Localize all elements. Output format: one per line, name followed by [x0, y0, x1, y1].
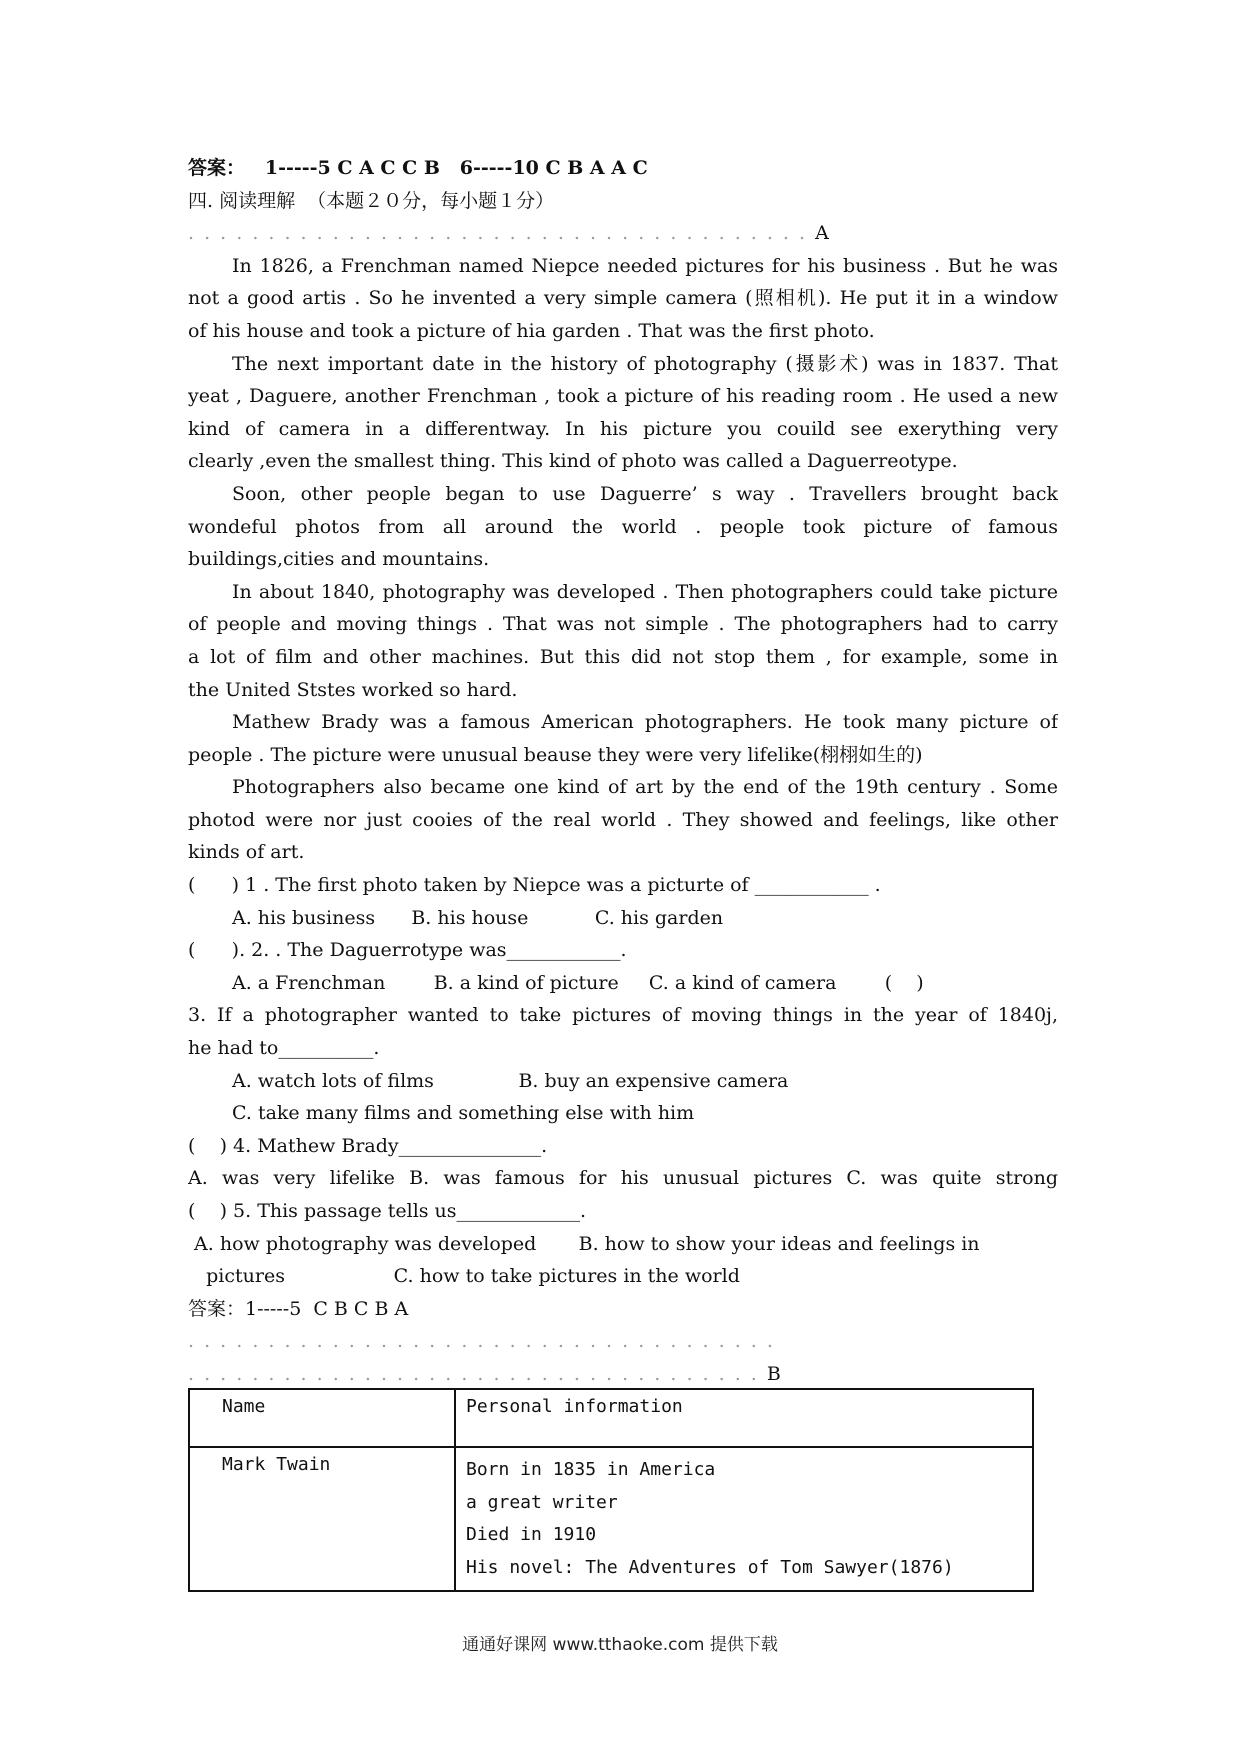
passage-b-label: B	[766, 1362, 781, 1385]
passage-line: In about 1840, photography was developed . Then photographers could take picture	[232, 580, 1058, 603]
info-line: Died in 1910	[466, 1524, 597, 1546]
leader-dots: . . . . . . . . . . . . . . . . . . . . . . . . . . . . . . . . . . . . . . .	[188, 222, 816, 245]
passage-line: The next important date in the history of photography (摄影术) was in 1837. That	[232, 352, 1058, 375]
question-4-options: A. was very lifelike B. was famous for his unusual pictures C. was quite strong	[188, 1167, 1058, 1190]
question-1: ( ) 1 . The first photo taken by Niepce was a picturte of ____________ .	[188, 874, 881, 897]
passage-line: In 1826, a Frenchman named Niepce needed pictures for his business . But he was	[232, 254, 1058, 277]
question-3-cont: he had to__________.	[188, 1037, 380, 1060]
info-line: a great writer	[466, 1491, 618, 1513]
question-4: ( ) 4. Mathew Brady_______________.	[188, 1134, 548, 1157]
question-3: 3. If a photographer wanted to take pictures of moving things in the year of 1840j,	[188, 1004, 1058, 1027]
passage-line: Mathew Brady was a famous American photographers. He took many picture of	[232, 711, 1058, 734]
passage-line: of people and moving things . That was not simple . The photographers had to carry	[188, 613, 1058, 636]
passage-line: people . The picture were unusual beause they were very lifelike(栩栩如生的)	[188, 743, 923, 766]
passage-line: the United Ststes worked so hard.	[188, 678, 518, 701]
passage-line: clearly ,even the smallest thing. This kind of photo was called a Daguerreotype.	[188, 450, 958, 473]
answers-a: 答案：1-----5 C B C B A	[188, 1297, 409, 1320]
table-cell-name: Mark Twain	[189, 1447, 455, 1591]
passage-line: buildings,cities and mountains.	[188, 548, 490, 571]
passage-line: not a good artis . So he invented a very simple camera (照相机). He put it in a window	[188, 287, 1058, 310]
question-3-options: A. watch lots of films B. buy an expensive camera	[232, 1069, 789, 1092]
passage-line: kinds of art.	[188, 841, 305, 864]
question-1-options: A. his business B. his house C. his garden	[232, 906, 724, 929]
passage-line: of his house and took a picture of hia garden . That was the first photo.	[188, 319, 875, 342]
passage-line: kind of camera in a differentway. In his picture you couild see exerything very	[188, 417, 1058, 440]
section-heading: 四. 阅读理解 （本题２０分，每小题１分）	[188, 189, 555, 212]
question-5: ( ) 5. This passage tells us_____________.	[188, 1200, 587, 1222]
passage-line: a lot of film and other machines. But this did not stop them , for example, some in	[188, 645, 1058, 668]
info-line: Born in 1835 in America	[466, 1459, 716, 1480]
table-header-name: Name	[189, 1389, 455, 1447]
passage-b-label-row	[188, 1358, 1058, 1391]
passage-line: Soon, other people began to use Daguerre’ s way . Travellers brought back	[232, 482, 1058, 505]
table-header-info: Personal information	[455, 1389, 1033, 1447]
question-5-options: A. how photography was developed B. how to show your ideas and feelings in	[188, 1232, 980, 1255]
table-header-row	[189, 1389, 1033, 1447]
spacer-dots: . . . . . . . . . . . . . . . . . . . . . . . . . . . . . . . . . . . . .	[188, 1330, 775, 1353]
info-line: His novel: The Adventures of Tom Sawyer(1876)	[466, 1556, 954, 1578]
passage-a-label: A	[815, 222, 829, 245]
question-2: ( ). 2. . The Daguerrotype was____________.	[188, 939, 627, 962]
passage-line: wondeful photos from all around the world . people took picture of famous	[188, 515, 1058, 538]
page-content	[188, 152, 1058, 1391]
passage-a-label-row	[188, 217, 1058, 250]
page-footer: 通通好课网 www.tthaoke.com 提供下载	[462, 1635, 778, 1655]
leader-dots: . . . . . . . . . . . . . . . . . . . . . . . . . . . . . . . . . . . .	[188, 1362, 767, 1385]
passage-line: yeat , Daguere, another Frenchman , took a picture of his reading room . He used a new	[188, 385, 1058, 408]
table-cell-info	[455, 1447, 1033, 1591]
question-3-options: C. take many films and something else with him	[232, 1102, 695, 1125]
info-table	[188, 1388, 1034, 1592]
question-2-options: A. a Frenchman B. a kind of picture C. a kind of camera ( )	[232, 971, 924, 994]
passage-line: photod were nor just cooies of the real world . They showed and feelings, like other	[188, 808, 1058, 831]
question-5-options: pictures C. how to take pictures in the world	[188, 1265, 740, 1288]
passage-line: Photographers also became one kind of art by the end of the 19th century . Some	[232, 776, 1058, 799]
table-row	[189, 1447, 1033, 1591]
answers-top: 答案： 1-----5 C A C C B 6-----10 C B A A C	[188, 157, 655, 179]
